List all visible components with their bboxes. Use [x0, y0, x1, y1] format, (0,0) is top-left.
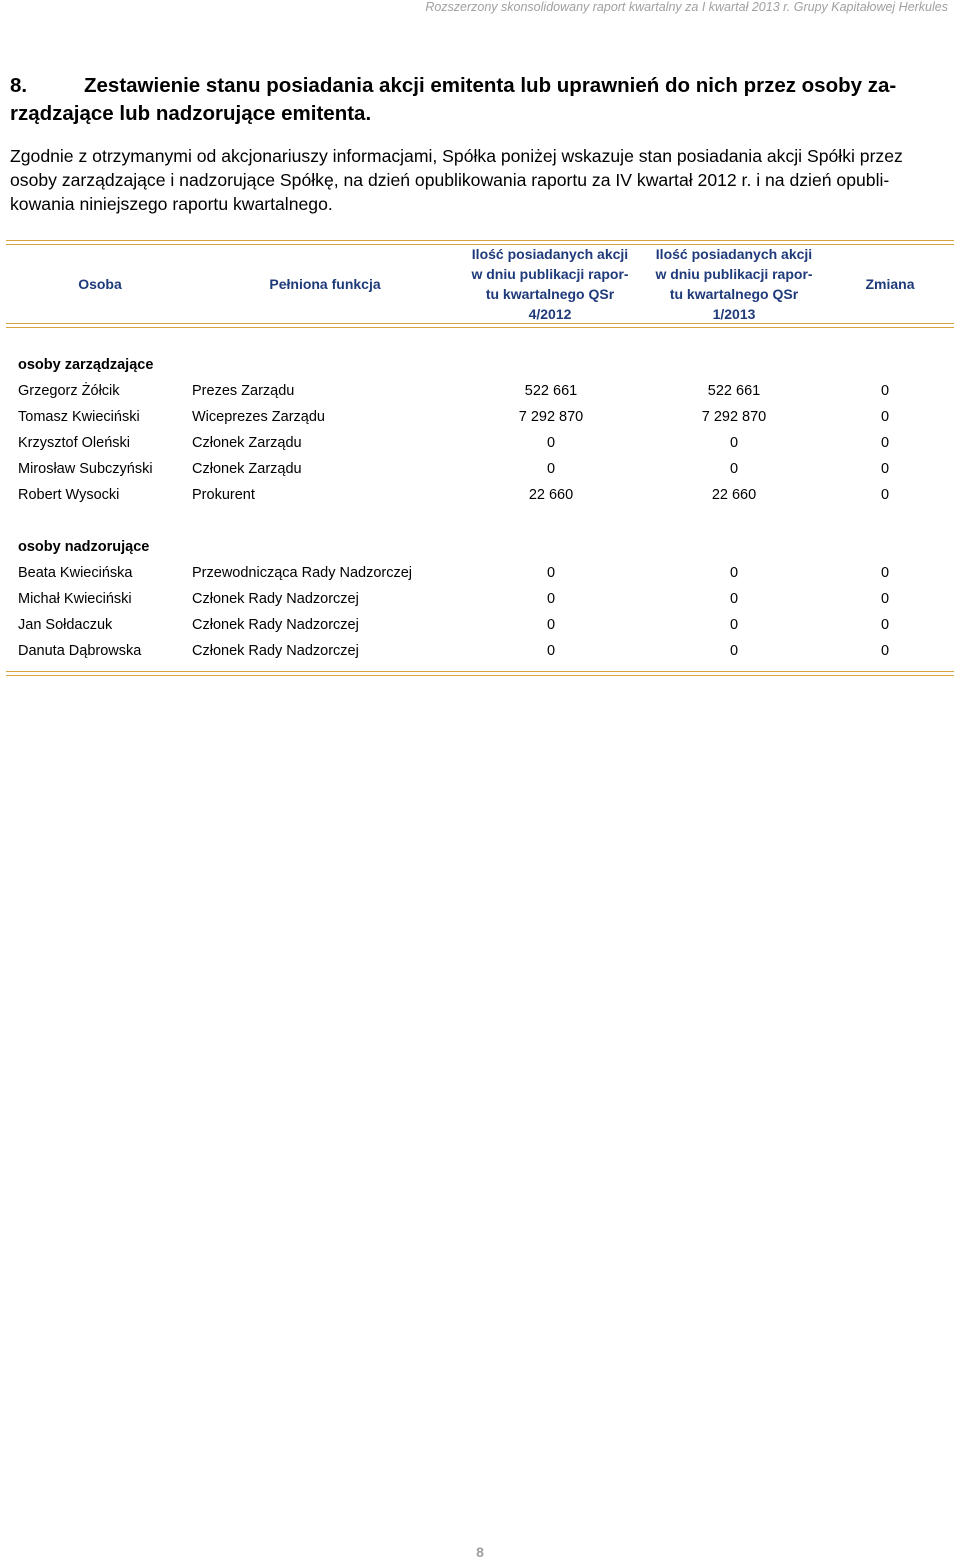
shares-q4-2012: 522 661 — [524, 383, 578, 399]
table-row — [0, 617, 960, 641]
shares-change: 0 — [880, 383, 890, 399]
section-heading — [10, 72, 940, 128]
shares-q4-2012: 0 — [546, 591, 556, 607]
shares-q1-2013: 522 661 — [707, 383, 761, 399]
shares-q1-2013: 0 — [729, 565, 739, 581]
person-name: Beata Kwiecińska — [18, 565, 133, 581]
shares-change: 0 — [880, 409, 890, 425]
header-q4-line-3: tu kwartalnego QSr — [485, 286, 615, 302]
intro-line-1: Zgodnie z otrzymanymi od akcjonariuszy informacjami, Spółka poniżej wskazuje stan posiadania akcji Spółki przez — [10, 146, 903, 166]
shares-q4-2012: 0 — [546, 617, 556, 633]
shares-q4-2012: 22 660 — [528, 487, 574, 503]
header-change: Zmiana — [865, 276, 915, 292]
shares-q1-2013: 0 — [729, 435, 739, 451]
shares-change: 0 — [880, 617, 890, 633]
shares-q1-2013: 0 — [729, 643, 739, 659]
person-function: Członek Rady Nadzorczej — [192, 591, 359, 607]
intro-paragraph — [10, 144, 950, 216]
table-row — [0, 383, 960, 407]
table-row — [0, 643, 960, 667]
header-q1-line-2: w dniu publikacji rapor- — [655, 266, 813, 282]
header-q1-line-1: Ilość posiadanych akcji — [655, 246, 813, 262]
person-function: Członek Zarządu — [192, 461, 302, 477]
page-number: 8 — [476, 1544, 484, 1560]
person-function: Przewodnicząca Rady Nadzorczej — [192, 565, 413, 581]
table-row — [0, 461, 960, 485]
header-q1-2013 — [645, 246, 823, 322]
header-q4-line-4: 4/2012 — [528, 306, 572, 322]
shares-q4-2012: 0 — [546, 565, 556, 581]
header-q1-line-3: tu kwartalnego QSr — [669, 286, 799, 302]
intro-line-3: kowania niniejszego raportu kwartalnego. — [10, 194, 333, 214]
table-row — [0, 591, 960, 615]
person-function: Prokurent — [192, 487, 255, 503]
person-name: Danuta Dąbrowska — [18, 643, 142, 659]
supervisory-section-label: osoby nadzorujące — [18, 539, 150, 555]
person-name: Jan Sołdaczuk — [18, 617, 113, 633]
header-q1-line-4: 1/2013 — [712, 306, 756, 322]
person-name: Robert Wysocki — [18, 487, 120, 503]
shares-q4-2012: 0 — [546, 461, 556, 477]
table-row — [0, 435, 960, 459]
section-number: 8. — [10, 74, 28, 97]
shares-change: 0 — [880, 643, 890, 659]
table-row — [0, 487, 960, 511]
table-header-rule — [6, 323, 954, 328]
shares-change: 0 — [880, 565, 890, 581]
header-person: Osoba — [78, 276, 122, 292]
table-row — [0, 565, 960, 589]
section-title-line-1: Zestawienie stanu posiadania akcji emitenta lub uprawnień do nich przez osoby za- — [84, 74, 897, 97]
header-q4-2012 — [462, 246, 638, 322]
shares-q1-2013: 0 — [729, 461, 739, 477]
header-q4-line-1: Ilość posiadanych akcji — [471, 246, 629, 262]
shares-q4-2012: 0 — [546, 643, 556, 659]
person-function: Członek Zarządu — [192, 435, 302, 451]
management-section-label: osoby zarządzające — [18, 357, 154, 373]
person-name: Grzegorz Żółcik — [18, 383, 120, 399]
table-row — [0, 409, 960, 433]
shares-q1-2013: 0 — [729, 617, 739, 633]
shares-q1-2013: 22 660 — [711, 487, 757, 503]
person-function: Członek Rady Nadzorczej — [192, 617, 359, 633]
header-function: Pełniona funkcja — [269, 276, 381, 292]
person-name: Krzysztof Oleński — [18, 435, 130, 451]
shares-q4-2012: 0 — [546, 435, 556, 451]
person-function: Prezes Zarządu — [192, 383, 295, 399]
shares-change: 0 — [880, 487, 890, 503]
person-name: Michał Kwieciński — [18, 591, 132, 607]
table-bottom-rule — [6, 671, 954, 676]
section-title-line-2: rządzające lub nadzorujące emitenta. — [10, 102, 372, 125]
running-header: Rozszerzony skonsolidowany raport kwartalny za I kwartał 2013 r. Grupy Kapitałowej Herkules — [425, 0, 948, 14]
shares-change: 0 — [880, 461, 890, 477]
shares-change: 0 — [880, 591, 890, 607]
intro-line-2: osoby zarządzające i nadzorujące Spółkę, na dzień opublikowania raportu za IV kwartał 2012 r. i na dzień opubli- — [10, 170, 890, 190]
person-function: Członek Rady Nadzorczej — [192, 643, 359, 659]
shares-q1-2013: 0 — [729, 591, 739, 607]
person-name: Tomasz Kwieciński — [18, 409, 140, 425]
shares-change: 0 — [880, 435, 890, 451]
person-function: Wiceprezes Zarządu — [192, 409, 325, 425]
shares-q1-2013: 7 292 870 — [701, 409, 767, 425]
header-q4-line-2: w dniu publikacji rapor- — [471, 266, 629, 282]
person-name: Mirosław Subczyński — [18, 461, 153, 477]
shares-q4-2012: 7 292 870 — [518, 409, 584, 425]
